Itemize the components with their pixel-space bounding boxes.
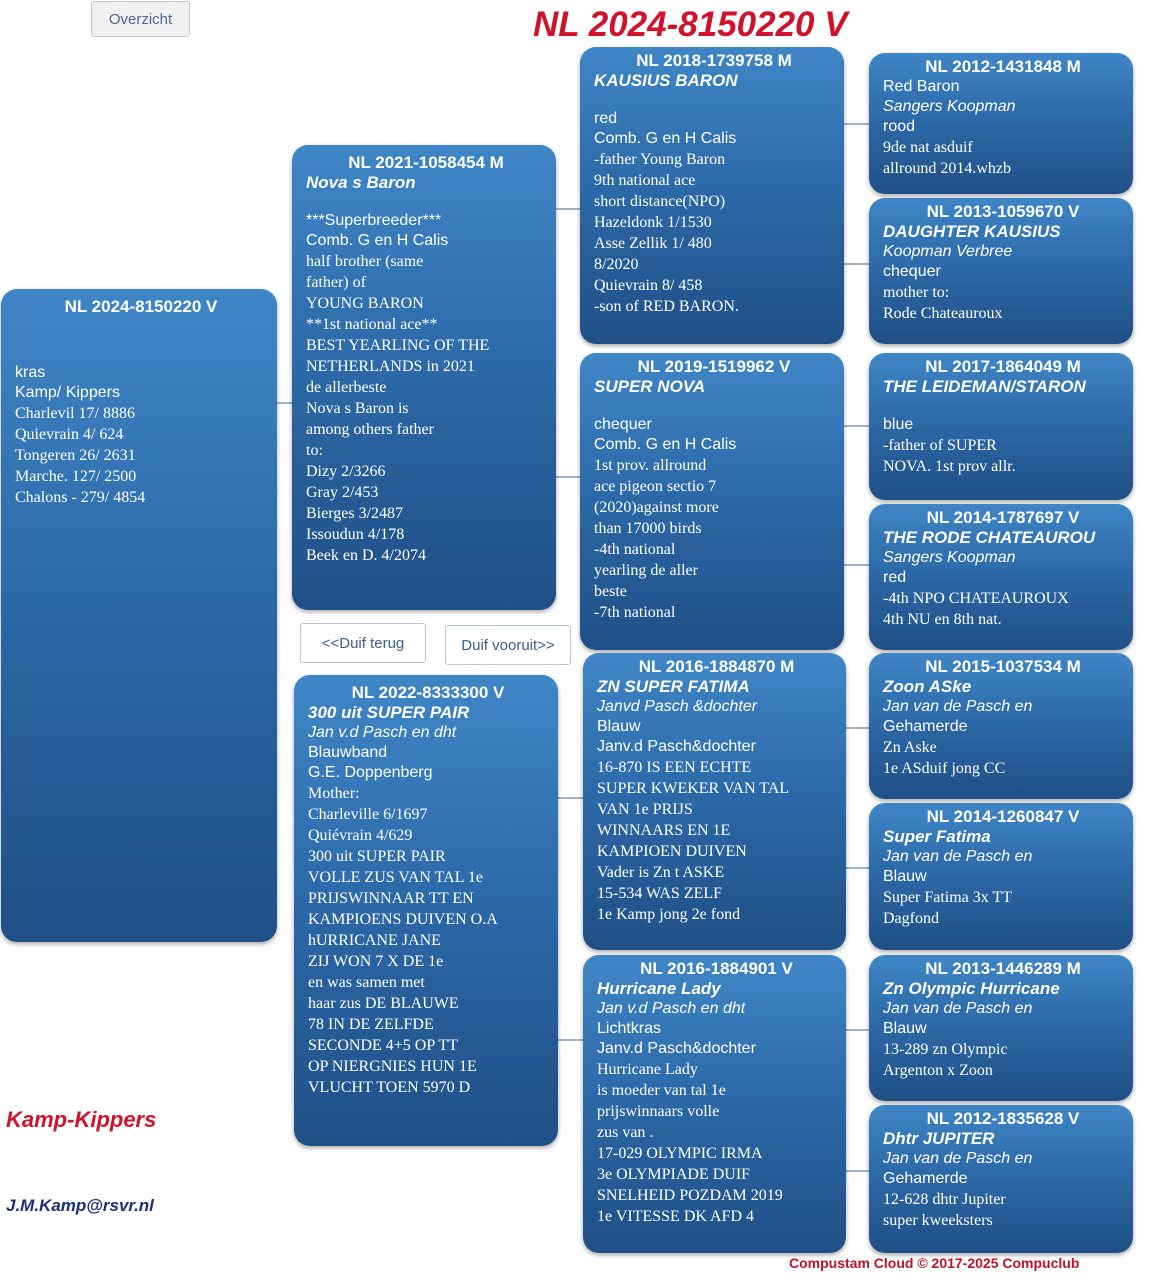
page-title: NL 2024-8150220 V [533,5,848,44]
pedigree-line: Rode Chateauroux [883,305,1003,322]
pigeon-name: ZN SUPER FATIMA [597,677,750,696]
pedigree-line: ***Superbreeder*** [306,212,442,229]
connector [557,1039,584,1041]
pedigree-line: among others father [306,421,434,438]
pedigree-line: haar zus DE BLAUWE [308,995,459,1012]
connector [843,564,871,566]
pedigree-line: ace pigeon sectio 7 [594,478,717,495]
pigeon-name: THE RODE CHATEAUROU [883,528,1096,547]
pedigree-line: PRIJSWINNAAR TT EN [308,890,474,907]
spacer [594,397,834,415]
pigeon-name: THE LEIDEMAN/STARON [883,377,1086,396]
pedigree-line: Lichtkras [597,1020,662,1037]
pedigree-line: Quievrain 8/ 458 [594,277,703,294]
pedigree-line: VLUCHT TOEN 5970 D [308,1079,471,1096]
pedigree-line: blue [883,416,914,433]
pigeon-name: Nova s Baron [306,173,416,192]
pedigree-line: -father of SUPER [883,437,997,454]
ring-number: NL 2014-1260847 V [926,807,1080,826]
pedigree-line: Jan van de Pasch en [883,848,1033,865]
pedigree-line: Comb. G en H Calis [594,130,737,147]
pigeon-card-mff[interactable] [869,653,1133,799]
pedigree-line: 3e OLYMPIADE DUIF [597,1166,751,1183]
ring-number: NL 2013-1059670 V [926,202,1080,221]
pigeon-name: Hurricane Lady [597,979,721,998]
pedigree-line: Comb. G en H Calis [594,436,737,453]
previous-pigeon-button[interactable]: <<Duif terug [300,623,426,663]
ring-number: NL 2019-1519962 V [637,357,791,376]
pedigree-line: short distance(NPO) [594,193,726,210]
pedigree-line: 78 IN DE ZELFDE [308,1016,434,1033]
pedigree-line: 9de nat asduif [883,139,973,156]
overview-button[interactable]: Overzicht [91,1,190,37]
pedigree-line: allround 2014.whzb [883,160,1011,177]
pigeon-card-mother-mother[interactable] [583,955,846,1253]
pedigree-line: -son of RED BARON. [594,298,739,315]
pigeon-name: DAUGHTER KAUSIUS [883,222,1061,241]
pedigree-line: Janv.d Pasch&dochter [597,738,756,755]
pigeon-card-father[interactable] [292,145,556,610]
contact-email[interactable]: J.M.Kamp@rsvr.nl [6,1196,154,1215]
pedigree-line: Chalons - 279/ 4854 [15,489,146,506]
pedigree-line: Gray 2/453 [306,484,379,501]
connector [845,727,871,729]
ring-number: NL 2016-1884901 V [640,959,793,978]
ring-number: NL 2018-1739758 M [636,51,792,70]
pedigree-line: Jan van de Pasch en [883,698,1033,715]
pigeon-card-mfm[interactable] [869,803,1133,950]
pedigree-line: half brother (same [306,253,424,270]
pigeon-name: Zn Olympic Hurricane [883,979,1060,998]
club-name: Kamp-Kippers [6,1107,157,1132]
pedigree-line: Dagfond [883,910,939,927]
pedigree-line: red [883,569,907,586]
pedigree-line: 1st prov. allround [594,457,707,474]
pedigree-line: Red Baron [883,78,960,95]
pedigree-line: (2020)against more [594,499,719,516]
pedigree-line: mother to: [883,284,950,301]
pedigree-line: Janvd Pasch &dochter [597,698,758,715]
connector [555,208,581,210]
pedigree-line: red [594,110,618,127]
pedigree-line: beste [594,583,627,600]
pedigree-line: than 17000 birds [594,520,702,537]
pedigree-line: SUPER KWEKER VAN TAL [597,780,790,797]
spacer [883,397,1123,415]
pedigree-line: chequer [883,263,941,280]
pedigree-line: SNELHEID POZDAM 2019 [597,1187,783,1204]
pedigree-line: Jan van de Pasch en [883,1000,1033,1017]
ring-number: NL 2012-1431848 M [925,57,1081,76]
pedigree-line: Koopman Verbree [883,243,1013,260]
pedigree-line: KAMPIOEN DUIVEN [597,843,747,860]
pedigree-line: 12-628 dhtr Jupiter [883,1191,1006,1208]
pedigree-line: 1e ASduif jong CC [883,760,1006,777]
pedigree-line: 15-534 WAS ZELF [597,885,723,902]
pigeon-card-mmf[interactable] [869,955,1133,1101]
pedigree-line: YOUNG BARON [306,295,424,312]
pedigree-line: 17-029 OLYMPIC IRMA [597,1145,763,1162]
pedigree-line: Gehamerde [883,718,968,735]
pedigree-line: to: [306,442,323,459]
pedigree-line: prijswinnaars volle [597,1103,720,1120]
ring-number: NL 2012-1835628 V [926,1109,1080,1128]
pigeon-card-fmm[interactable] [869,504,1133,650]
pigeon-card-fff[interactable] [869,53,1133,194]
pedigree-line: Blauw [597,718,641,735]
pigeon-name: 300 uit SUPER PAIR [308,703,470,722]
pedigree-line: rood [883,118,916,135]
pedigree-line: Sangers Koopman [883,549,1016,566]
pedigree-line: Blauw [883,1020,927,1037]
ring-number: NL 2021-1058454 M [348,153,504,172]
pigeon-card-mother[interactable] [294,675,558,1146]
pedigree-line: Nova s Baron is [306,400,409,417]
pedigree-line: Quiévrain 4/629 [308,827,413,844]
pedigree-line: zus van . [597,1124,654,1141]
pedigree-line: Mother: [308,785,360,802]
pedigree-line: Vader is Zn t ASKE [597,864,725,881]
pedigree-line: OP NIERGNIES HUN 1E [308,1058,477,1075]
pedigree-line: SECONDE 4+5 OP TT [308,1037,458,1054]
pedigree-line: Blauwband [308,744,388,761]
pedigree-line: 300 uit SUPER PAIR [308,848,446,865]
pedigree-line: ZIJ WON 7 X DE 1e [308,953,444,970]
pedigree-line: 16-870 IS EEN ECHTE [597,759,752,776]
ring-number: NL 2017-1864049 M [925,357,1081,376]
pedigree-line: Asse Zellik 1/ 480 [594,235,712,252]
connector [557,797,584,799]
pedigree-line: Janv.d Pasch&dochter [597,1040,756,1057]
pedigree-line: yearling de aller [594,562,698,579]
pedigree-line: Jan v.d Pasch en dht [308,724,457,741]
pedigree-line: father) of [306,274,366,291]
pedigree-line: -4th national [594,541,676,558]
pedigree-line: Marche. 127/ 2500 [15,468,137,485]
pedigree-line: Hazeldonk 1/1530 [594,214,712,231]
pedigree-line: hURRICANE JANE [308,932,441,949]
pedigree-line: is moeder van tal 1e [597,1082,726,1099]
pedigree-line: Comb. G en H Calis [306,232,449,249]
pigeon-card-father-father[interactable] [580,47,844,344]
connector [843,425,871,427]
spacer [306,193,546,211]
pedigree-line: G.E. Doppenberg [308,764,433,781]
pedigree-line: KAMPIOENS DUIVEN O.A [308,911,498,928]
connector [845,867,871,869]
pedigree-line: Bierges 3/2487 [306,505,404,522]
pedigree-line: Argenton x Zoon [883,1062,993,1079]
ring-number: NL 2015-1037534 M [925,657,1081,676]
pedigree-line: Issoudun 4/178 [306,526,405,543]
pigeon-name: Dhtr JUPITER [883,1129,995,1148]
pedigree-line: 13-289 zn Olympic [883,1041,1008,1058]
pedigree-line: Charlevil 17/ 8886 [15,405,135,422]
pedigree-line: -4th NPO CHATEAUROUX [883,590,1069,607]
pigeon-card-ffm[interactable] [869,198,1133,344]
pigeon-card-fmf[interactable] [869,353,1133,500]
pedigree-line: Kamp/ Kippers [15,384,120,401]
pedigree-line: Dizy 2/3266 [306,463,386,480]
ring-number: NL 2013-1446289 M [925,959,1081,978]
pedigree-line: NOVA. 1st prov allr. [883,458,1016,475]
pedigree-line: Blauw [883,868,927,885]
connector [843,263,871,265]
pedigree-line: Zn Aske [883,739,937,756]
pigeon-card-mmm[interactable] [869,1105,1133,1253]
pedigree-line: Tongeren 26/ 2631 [15,447,136,464]
pedigree-line: Sangers Koopman [883,98,1016,115]
pedigree-line: Super Fatima 3x TT [883,889,1013,906]
pedigree-line: en was samen met [308,974,425,991]
pedigree-line: Gehamerde [883,1170,968,1187]
pedigree-line: -father Young Baron [594,151,726,168]
pigeon-card-father-mother[interactable] [580,353,844,650]
pigeon-card-subject[interactable] [1,289,277,942]
pedigree-line: WINNAARS EN 1E [597,822,731,839]
spacer [594,91,834,109]
ring-number: NL 2024-8150220 V [64,297,218,316]
pedigree-line: NETHERLANDS in 2021 [306,358,475,375]
pedigree-line: de allerbeste [306,379,387,396]
ring-number: NL 2016-1884870 M [638,657,795,676]
spacer [15,317,267,363]
connector [555,476,581,478]
pedigree-line: 8/2020 [594,256,639,273]
pedigree-line: -7th national [594,604,676,621]
next-pigeon-button[interactable]: Duif vooruit>> [445,625,571,665]
pigeon-name: KAUSIUS BARON [594,71,738,90]
pedigree-line: VAN 1e PRIJS [597,801,693,818]
pedigree-line: **1st national ace** [306,316,438,333]
pigeon-card-mother-father[interactable] [583,653,846,950]
footer-copyright: Compustam Cloud © 2017-2025 Compuclub [789,1255,1080,1271]
pedigree-line: chequer [594,416,652,433]
connector [845,1029,871,1031]
pedigree-line: Jan van de Pasch en [883,1150,1033,1167]
pedigree-line: 4th NU en 8th nat. [883,611,1002,628]
pigeon-name: Zoon ASke [883,677,972,696]
pedigree-line: BEST YEARLING OF THE [306,337,490,354]
pedigree-line: Beek en D. 4/2074 [306,547,426,564]
connector [845,1170,871,1172]
ring-number: NL 2014-1787697 V [926,508,1080,527]
pedigree-line: Hurricane Lady [597,1061,698,1078]
pigeon-name: SUPER NOVA [594,377,706,396]
pedigree-line: Quievrain 4/ 624 [15,426,124,443]
pigeon-name: Super Fatima [883,827,991,846]
ring-number: NL 2022-8333300 V [351,683,505,702]
pedigree-line: Jan v.d Pasch en dht [597,1000,746,1017]
pedigree-line: VOLLE ZUS VAN TAL 1e [308,869,484,886]
pedigree-line: Charleville 6/1697 [308,806,428,823]
pedigree-line: super kweeksters [883,1212,993,1229]
pedigree-line: 1e VITESSE DK AFD 4 [597,1208,755,1225]
pedigree-line: 1e Kamp jong 2e fond [597,906,741,923]
pedigree-line: kras [15,364,46,381]
pedigree-line: 9th national ace [594,172,696,189]
